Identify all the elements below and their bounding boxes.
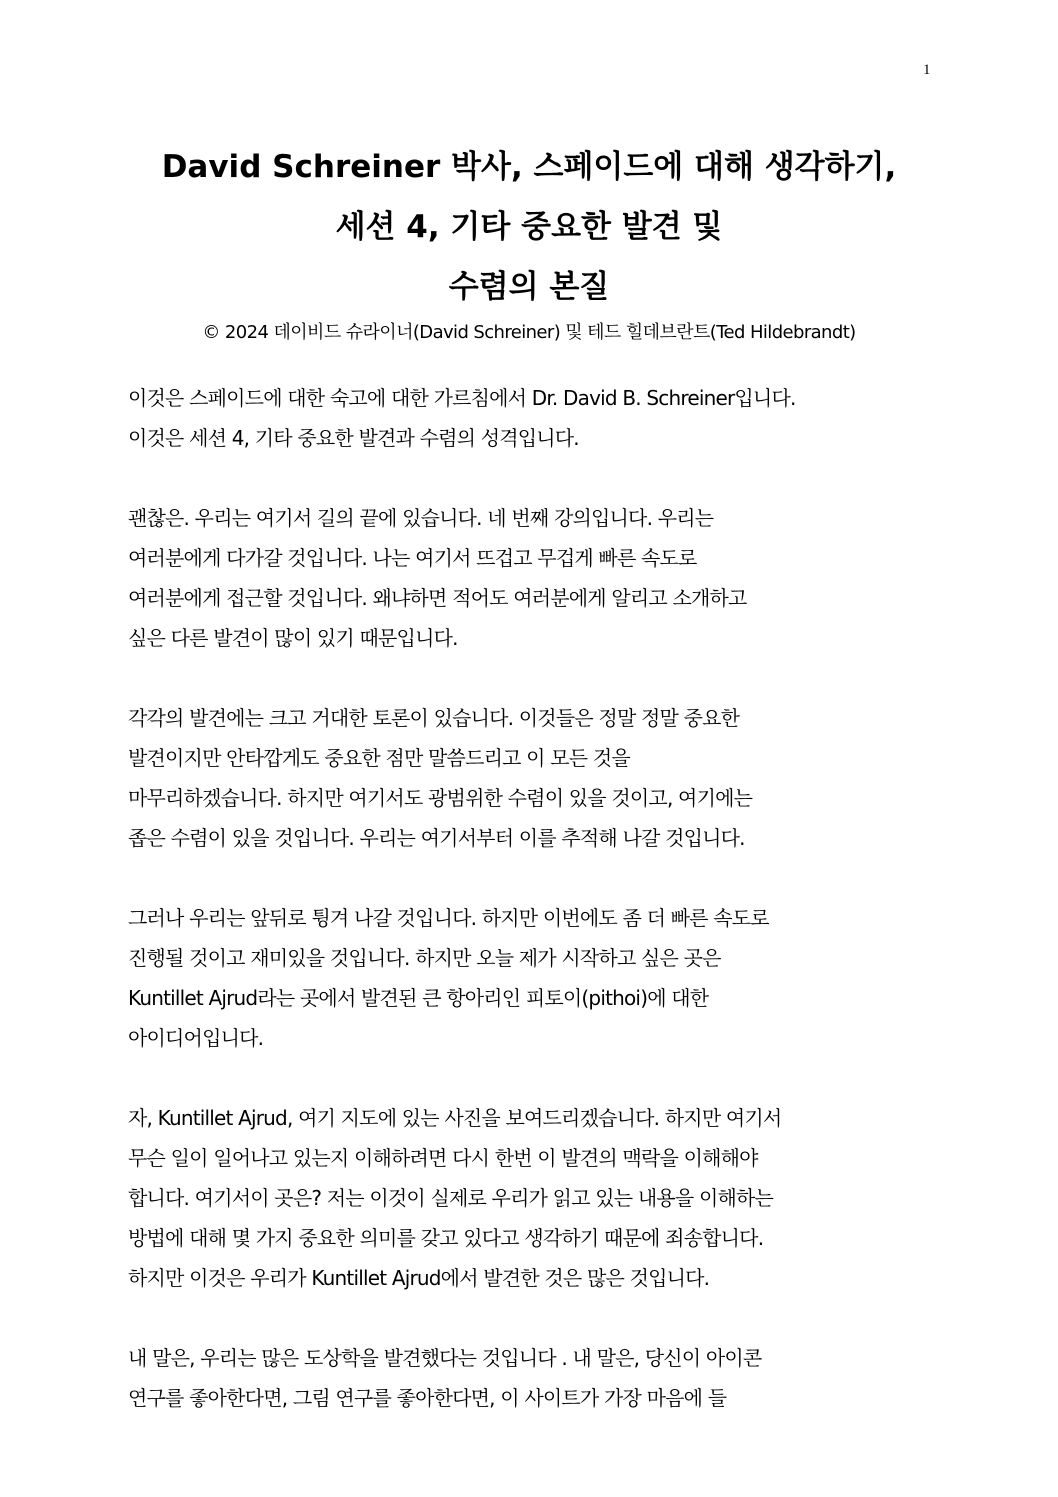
- text-line: 진행될 것이고 재미있을 것입니다. 하지만 오늘 제가 시작하고 싶은 곳은: [128, 946, 721, 970]
- text-line: 연구를 좋아한다면, 그림 연구를 좋아한다면, 이 사이트가 가장 마음에 들: [128, 1386, 727, 1410]
- document-title: [0, 137, 1058, 317]
- text-line: 내 말은, 우리는 많은 도상학을 발견했다는 것입니다 . 내 말은, 당신이 아이콘: [128, 1346, 762, 1370]
- paragraph: [128, 378, 928, 458]
- text-line: 싶은 다른 발견이 많이 있기 때문입니다.: [128, 626, 458, 650]
- text-line: 그러나 우리는 앞뒤로 튕겨 나갈 것입니다. 하지만 이번에도 좀 더 빠른 속도로: [128, 906, 769, 930]
- paragraph: [128, 1098, 928, 1298]
- paragraph: [128, 498, 928, 658]
- text-line: 여러분에게 다가갈 것입니다. 나는 여기서 뜨겁고 무겁게 빠른 속도로: [128, 546, 697, 570]
- text-line: 무슨 일이 일어나고 있는지 이해하려면 다시 한번 이 발견의 맥락을 이해해야: [128, 1146, 758, 1170]
- text-line: 아이디어입니다.: [128, 1026, 264, 1050]
- text-line: 괜찮은. 우리는 여기서 길의 끝에 있습니다. 네 번째 강의입니다. 우리는: [128, 506, 714, 530]
- text-line: 여러분에게 접근할 것입니다. 왜냐하면 적어도 여러분에게 알리고 소개하고: [128, 586, 747, 610]
- copyright-notice: © 2024 데이비드 슈라이너(David Schreiner) 및 테드 힐데브란트(Ted Hildebrandt): [202, 322, 856, 343]
- title-line: 수렴의 본질: [448, 269, 610, 305]
- text-line: Kuntillet Ajrud라는 곳에서 발견된 큰 항아리인 피토이(pithoi)에 대한: [128, 986, 709, 1010]
- text-line: 마무리하겠습니다. 하지만 여기서도 광범위한 수렴이 있을 것이고, 여기에는: [128, 786, 753, 810]
- text-line: 좁은 수렴이 있을 것입니다. 우리는 여기서부터 이를 추적해 나갈 것입니다.: [128, 826, 745, 850]
- paragraph: [128, 1338, 928, 1418]
- text-line: 자, Kuntillet Ajrud, 여기 지도에 있는 사진을 보여드리겠습니다. 하지만 여기서: [128, 1106, 782, 1130]
- paragraph: [128, 898, 928, 1058]
- text-line: 합니다. 여기서이 곳은? 저는 이것이 실제로 우리가 읽고 있는 내용을 이해하는: [128, 1186, 774, 1210]
- title-line: David Schreiner 박사, 스페이드에 대해 생각하기,: [161, 149, 897, 185]
- paragraph: [128, 698, 928, 858]
- title-line: 세션 4, 기타 중요한 발견 및: [335, 209, 723, 245]
- transcript-body: [128, 378, 928, 1458]
- text-line: 방법에 대해 몇 가지 중요한 의미를 갖고 있다고 생각하기 때문에 죄송합니다.: [128, 1226, 764, 1250]
- text-line: 발견이지만 안타깝게도 중요한 점만 말씀드리고 이 모든 것을: [128, 746, 630, 770]
- text-line: 이것은 스페이드에 대한 숙고에 대한 가르침에서 Dr. David B. Schreiner입니다.: [128, 386, 796, 410]
- text-line: 각각의 발견에는 크고 거대한 토론이 있습니다. 이것들은 정말 정말 중요한: [128, 706, 740, 730]
- text-line: 이것은 세션 4, 기타 중요한 발견과 수렴의 성격입니다.: [128, 426, 579, 450]
- page-number: 1: [923, 62, 931, 78]
- text-line: 하지만 이것은 우리가 Kuntillet Ajrud에서 발견한 것은 많은 것입니다.: [128, 1266, 710, 1290]
